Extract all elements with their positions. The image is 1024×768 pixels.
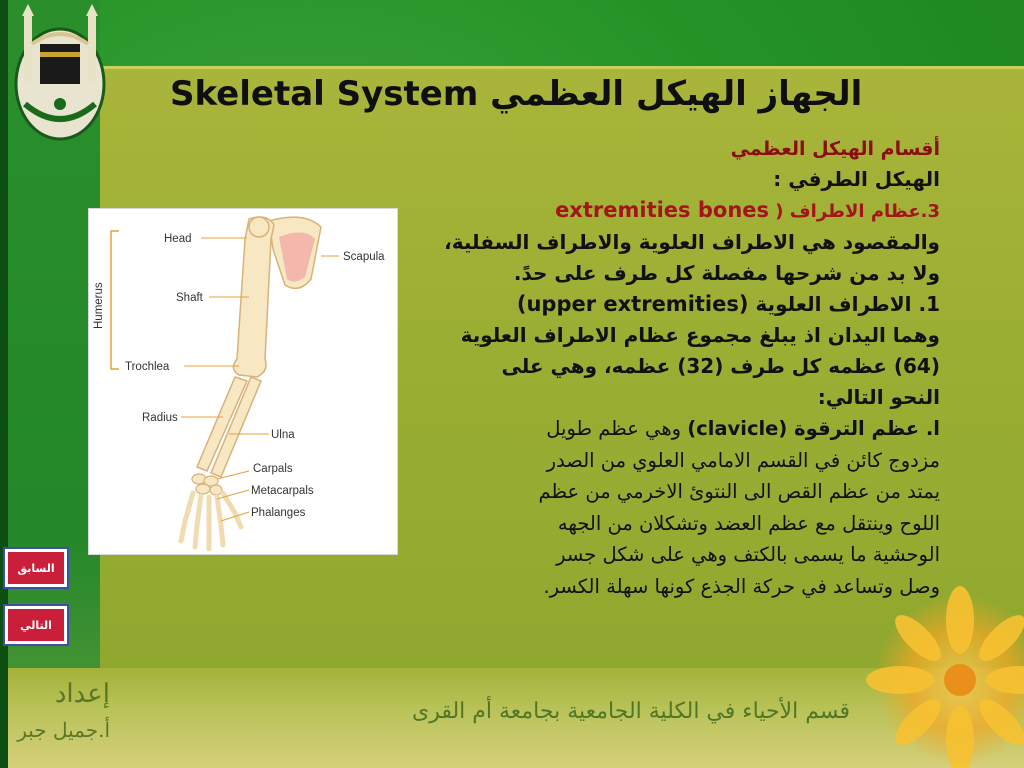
label-shaft: Shaft [176,292,203,304]
previous-button[interactable]: السابق [5,549,67,587]
paragraph-line-5: الوحشية ما يسمى بالكتف وهي على شكل جسر [556,543,940,566]
item-1-english: (upper extremities) [516,292,749,316]
item-3-prefix: 3.عظام الاطراف ( [769,201,940,222]
credit-line-1: إعداد [54,679,110,709]
subheading: الهيكل الطرفي : [773,167,940,191]
credit-line-2: أ.جميل جبر [17,718,110,742]
label-scapula: Scapula [343,251,385,263]
explain-line: ولا بد من شرحها مفصلة كل طرف على حدً. [513,261,940,285]
panel-top-edge [100,66,1024,69]
label-trochlea: Trochlea [125,361,170,373]
item-1-line [395,289,940,320]
item-3-english: extremities bones [555,198,770,222]
slide-title: Skeletal System الجهاز الهيكل العظمي [170,74,863,114]
clavicle-term: ا. عظم الترقوة (clavicle) [687,417,940,440]
hand-bones [181,493,241,549]
humerus-bracket [111,231,119,369]
label-head: Head [164,233,192,245]
left-edge-stripe [0,0,8,768]
clavicle-desc: وهي عظم طويل [546,417,682,440]
item-1-prefix: 1. الاطراف العلوية [748,292,940,316]
label-humerus: Humerus [93,282,105,329]
count-line: (64) عظمه كل طرف (32) عظمه، وهي على [501,354,940,378]
paragraph-line-4: اللوح وينتقل مع عظم العضد وتشكلان من الجهه [557,511,940,535]
label-ulna: Ulna [271,429,295,441]
label-carpals: Carpals [253,463,293,475]
carpal-bones [192,474,222,495]
label-metacarpals: Metacarpals [251,485,314,497]
author-credit [10,676,110,756]
paragraph-line-3: يمتد من عظم القص الى النتوئ الاخرمي من عظم [538,480,940,503]
arm-skeleton-diagram [89,209,397,554]
as-follows-line: النحو التالي: [817,385,940,409]
arm-skeleton-figure [89,209,397,554]
section-heading: أقسام الهيكل العظمي [730,138,940,160]
label-radius: Radius [142,412,178,424]
decorative-flower [850,560,1024,768]
clavicle-line [395,413,940,445]
meaning-line: والمقصود هي الاطراف العلوية والاطراف السفلية، [444,230,940,254]
paragraph-line-2: مزدوج كائن في القسم الامامي العلوي من الصدر [546,448,940,472]
department-footer: قسم الأحياء في الكلية الجامعية بجامعة أم القرى [411,699,850,724]
hands-line: وهما اليدان اذ يبلغ مجموع عظام الاطراف العلوية [460,323,940,347]
university-logo [10,4,110,144]
slide-body [395,135,940,602]
label-phalanges: Phalanges [251,507,306,519]
next-button[interactable]: التالي [5,606,67,644]
paragraph-line-6: وصل وتساعد في حركة الجذع كونها سهلة الكسر. [543,574,940,598]
item-3-line [395,195,940,227]
